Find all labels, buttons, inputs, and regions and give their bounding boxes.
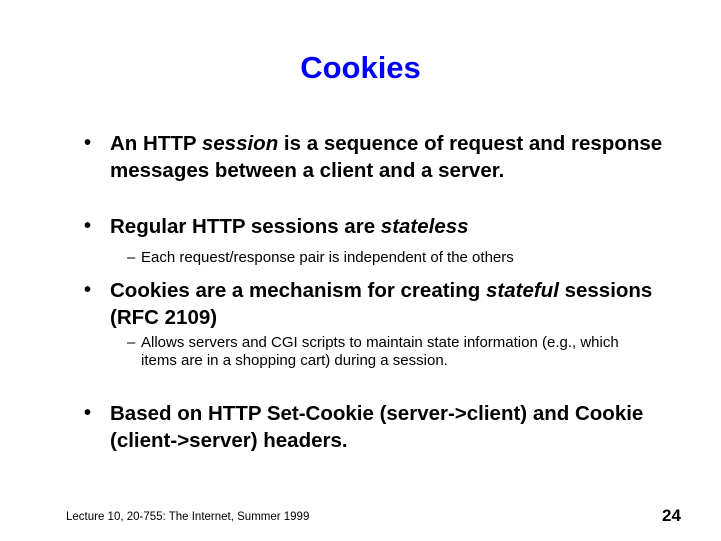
bullet-text: Cookies are a mechanism for creating [110,279,486,302]
bullet-cookies-mechanism [84,277,670,331]
bullet-text-italic: stateless [380,215,469,238]
bullet-set-cookie [84,400,650,454]
bullet-text: Regular HTTP sessions are [110,215,381,238]
bullet-stateless [84,213,670,240]
bullet-text-italic: stateful [485,279,559,302]
dash-icon: – [127,334,136,351]
slide-title: Cookies [300,50,421,85]
bullet-text: Based on HTTP Set-Cookie (server->client) and Cookie (client->server) headers. [110,402,644,452]
sub-bullet-allows-servers [127,334,641,370]
sub-bullet-request-response [127,249,661,267]
bullet-icon: • [84,279,92,301]
bullet-http-session [84,130,670,184]
bullet-icon: • [84,402,92,424]
sub-bullet-text: Each request/response pair is independent of the others [141,249,514,266]
sub-bullet-text: Allows servers and CGI scripts to maintain state information (e.g., which items are in a shopping cart) during a session. [141,334,619,369]
bullet-icon: • [84,132,92,154]
page-number: 24 [662,506,681,525]
bullet-text: is a sequence of request and response messages between a client and a server. [110,132,663,182]
bullet-text: sessions (RFC 2109) [110,279,653,329]
bullet-text-italic: session [201,132,279,155]
bullet-icon: • [84,215,92,237]
dash-icon: – [127,249,136,266]
bullet-text: An HTTP [110,132,202,155]
slide-footer: Lecture 10, 20-755: The Internet, Summer 1999 [66,511,310,523]
